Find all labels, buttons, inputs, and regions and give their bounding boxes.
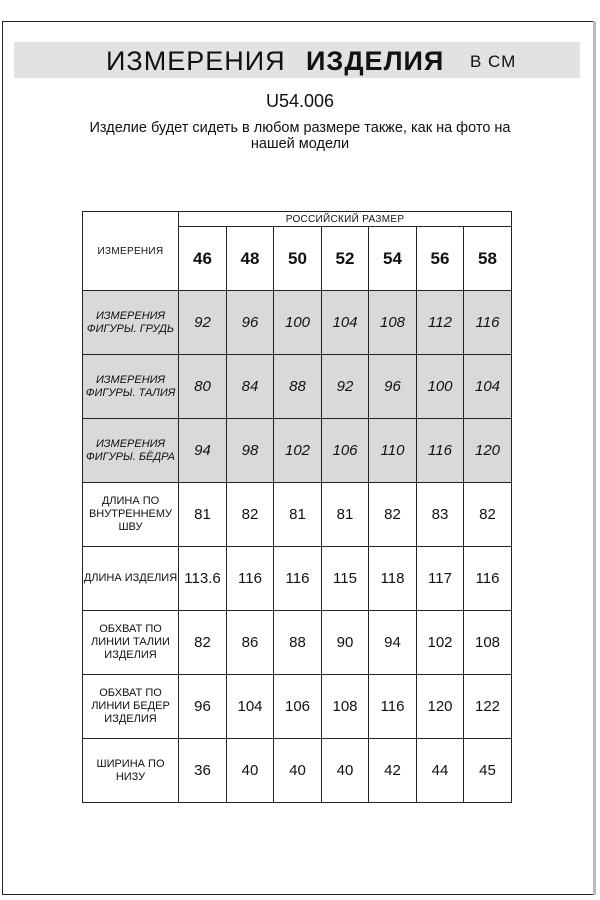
fit-note: Изделие будет сидеть в любом размере также, как на фото на нашей модели bbox=[89, 120, 511, 152]
table-cell: 82 bbox=[464, 483, 512, 547]
row-label: ДЛИНА ПО ВНУТРЕННЕМУ ШВУ bbox=[83, 483, 179, 547]
table-cell: 120 bbox=[464, 419, 512, 483]
table-cell: 100 bbox=[274, 291, 322, 355]
table-row bbox=[83, 739, 512, 803]
table-cell: 120 bbox=[417, 675, 464, 739]
product-code: U54.006 bbox=[265, 91, 335, 111]
row-label: ОБХВАТ ПО ЛИНИИ БЕДЕР ИЗДЕЛИЯ bbox=[83, 675, 179, 739]
size-header-cell: 50 bbox=[274, 227, 322, 291]
table-row bbox=[83, 483, 512, 547]
table-cell: 116 bbox=[464, 547, 512, 611]
table-cell: 115 bbox=[322, 547, 369, 611]
table-cell: 92 bbox=[179, 291, 227, 355]
measure-column-header: ИЗМЕРЕНИЯ bbox=[83, 212, 179, 291]
table-cell: 106 bbox=[274, 675, 322, 739]
table-cell: 117 bbox=[417, 547, 464, 611]
table-cell: 116 bbox=[417, 419, 464, 483]
table-row bbox=[83, 291, 512, 355]
frame-shadow bbox=[593, 21, 596, 895]
table-cell: 96 bbox=[227, 291, 274, 355]
table-cell: 104 bbox=[464, 355, 512, 419]
row-label: ИЗМЕРЕНИЯ ФИГУРЫ. ГРУДЬ bbox=[83, 291, 179, 355]
table-row bbox=[83, 675, 512, 739]
table-cell: 116 bbox=[227, 547, 274, 611]
table-row bbox=[83, 611, 512, 675]
size-table bbox=[82, 211, 512, 803]
table-cell: 113.6 bbox=[179, 547, 227, 611]
table-cell: 94 bbox=[179, 419, 227, 483]
table-cell: 106 bbox=[322, 419, 369, 483]
row-label: ШИРИНА ПО НИЗУ bbox=[83, 739, 179, 803]
table-cell: 81 bbox=[179, 483, 227, 547]
table-cell: 40 bbox=[322, 739, 369, 803]
table-cell: 116 bbox=[464, 291, 512, 355]
table-cell: 92 bbox=[322, 355, 369, 419]
size-header-cell: 52 bbox=[322, 227, 369, 291]
table-cell: 83 bbox=[417, 483, 464, 547]
table-cell: 96 bbox=[179, 675, 227, 739]
table-row bbox=[83, 419, 512, 483]
table-cell: 98 bbox=[227, 419, 274, 483]
table-cell: 116 bbox=[274, 547, 322, 611]
table-cell: 45 bbox=[464, 739, 512, 803]
table-cell: 81 bbox=[322, 483, 369, 547]
table-cell: 104 bbox=[227, 675, 274, 739]
table-cell: 82 bbox=[227, 483, 274, 547]
table-cell: 104 bbox=[322, 291, 369, 355]
table-cell: 86 bbox=[227, 611, 274, 675]
table-cell: 82 bbox=[369, 483, 417, 547]
table-cell: 90 bbox=[322, 611, 369, 675]
size-header-cell: 58 bbox=[464, 227, 512, 291]
row-label: ДЛИНА ИЗДЕЛИЯ bbox=[83, 547, 179, 611]
table-cell: 81 bbox=[274, 483, 322, 547]
table-cell: 110 bbox=[369, 419, 417, 483]
table-cell: 108 bbox=[369, 291, 417, 355]
size-header-cell: 48 bbox=[227, 227, 274, 291]
table-cell: 88 bbox=[274, 611, 322, 675]
table-cell: 118 bbox=[369, 547, 417, 611]
size-header-cell: 56 bbox=[417, 227, 464, 291]
table-cell: 36 bbox=[179, 739, 227, 803]
table-row bbox=[83, 355, 512, 419]
table-cell: 88 bbox=[274, 355, 322, 419]
row-label: ОБХВАТ ПО ЛИНИИ ТАЛИИ ИЗДЕЛИЯ bbox=[83, 611, 179, 675]
table-cell: 82 bbox=[179, 611, 227, 675]
table-cell: 108 bbox=[464, 611, 512, 675]
table-cell: 102 bbox=[274, 419, 322, 483]
table-cell: 44 bbox=[417, 739, 464, 803]
title-word-measurements: ИЗМЕРЕНИЯ bbox=[106, 46, 286, 76]
table-cell: 122 bbox=[464, 675, 512, 739]
table-cell: 96 bbox=[369, 355, 417, 419]
title-word-product: ИЗДЕЛИЯ bbox=[306, 46, 445, 76]
table-cell: 84 bbox=[227, 355, 274, 419]
title-unit: В СМ bbox=[470, 52, 517, 71]
table-cell: 94 bbox=[369, 611, 417, 675]
row-label: ИЗМЕРЕНИЯ ФИГУРЫ. ТАЛИЯ bbox=[83, 355, 179, 419]
table-cell: 40 bbox=[274, 739, 322, 803]
table-cell: 80 bbox=[179, 355, 227, 419]
table-cell: 42 bbox=[369, 739, 417, 803]
table-row bbox=[83, 547, 512, 611]
row-label: ИЗМЕРЕНИЯ ФИГУРЫ. БЁДРА bbox=[83, 419, 179, 483]
table-cell: 112 bbox=[417, 291, 464, 355]
size-header-cell: 46 bbox=[179, 227, 227, 291]
table-cell: 116 bbox=[369, 675, 417, 739]
table-cell: 102 bbox=[417, 611, 464, 675]
title-banner bbox=[14, 42, 580, 78]
table-cell: 100 bbox=[417, 355, 464, 419]
size-header-cell: 54 bbox=[369, 227, 417, 291]
table-cell: 108 bbox=[322, 675, 369, 739]
table-cell: 40 bbox=[227, 739, 274, 803]
size-group-header: РОССИЙСКИЙ РАЗМЕР bbox=[179, 212, 512, 227]
